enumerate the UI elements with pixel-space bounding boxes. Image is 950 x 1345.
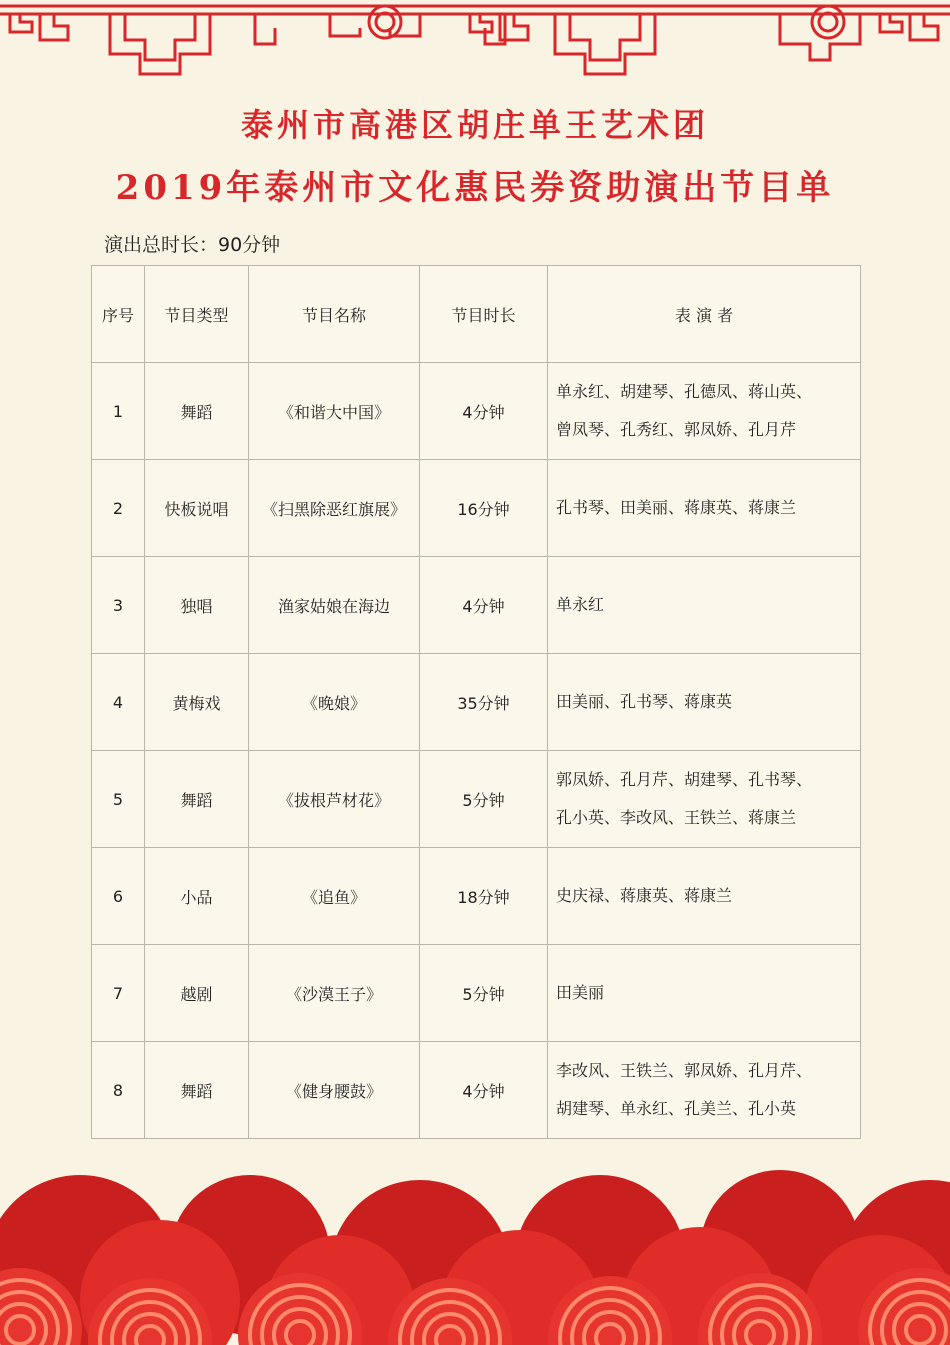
title-line-1: 泰州市高港区胡庄单王艺术团 bbox=[240, 106, 709, 144]
row-type: 独唱 bbox=[145, 557, 249, 654]
table-header-row bbox=[92, 266, 861, 363]
total-duration: 演出总时长：90分钟 bbox=[104, 234, 281, 256]
row-name: 《沙漠王子》 bbox=[249, 945, 420, 1042]
row-performers bbox=[548, 460, 861, 557]
header-name: 节目名称 bbox=[249, 266, 420, 363]
row-performers bbox=[548, 945, 861, 1042]
row-type: 越剧 bbox=[145, 945, 249, 1042]
row-name: 《拔根芦材花》 bbox=[249, 751, 420, 848]
row-duration: 35分钟 bbox=[420, 654, 548, 751]
performers-line: 田美丽 bbox=[556, 983, 605, 1002]
row-type: 舞蹈 bbox=[145, 363, 249, 460]
table-row bbox=[92, 1042, 861, 1139]
row-duration: 4分钟 bbox=[420, 1042, 548, 1139]
row-no: 5 bbox=[92, 751, 145, 848]
performers-line: 李改风、王铁兰、郭凤娇、孔月芹、 bbox=[556, 1061, 813, 1080]
program-table bbox=[91, 265, 861, 1139]
header-no: 序号 bbox=[92, 266, 145, 363]
row-name: 《和谐大中国》 bbox=[249, 363, 420, 460]
header-duration: 节目时长 bbox=[420, 266, 548, 363]
row-duration: 4分钟 bbox=[420, 363, 548, 460]
table-row bbox=[92, 848, 861, 945]
table-row bbox=[92, 751, 861, 848]
row-no: 3 bbox=[92, 557, 145, 654]
row-duration: 18分钟 bbox=[420, 848, 548, 945]
row-name: 渔家姑娘在海边 bbox=[249, 557, 420, 654]
row-performers bbox=[548, 1042, 861, 1139]
title-line-2: 2019年泰州市文化惠民券资助演出节目单 bbox=[115, 168, 835, 208]
auspicious-clouds-bottom bbox=[0, 1160, 950, 1345]
lattice-border-top bbox=[0, 0, 950, 95]
row-no: 7 bbox=[92, 945, 145, 1042]
row-type: 小品 bbox=[145, 848, 249, 945]
table-row bbox=[92, 557, 861, 654]
row-no: 1 bbox=[92, 363, 145, 460]
row-no: 4 bbox=[92, 654, 145, 751]
row-performers bbox=[548, 363, 861, 460]
row-type: 快板说唱 bbox=[145, 460, 249, 557]
row-duration: 5分钟 bbox=[420, 945, 548, 1042]
performers-line: 单永红 bbox=[556, 595, 605, 614]
row-performers bbox=[548, 751, 861, 848]
table-row bbox=[92, 460, 861, 557]
performers-line: 单永红、胡建琴、孔德凤、蒋山英、 bbox=[556, 382, 813, 401]
row-no: 2 bbox=[92, 460, 145, 557]
row-duration: 4分钟 bbox=[420, 557, 548, 654]
row-no: 6 bbox=[92, 848, 145, 945]
row-name: 《健身腰鼓》 bbox=[249, 1042, 420, 1139]
performers-line: 孔书琴、田美丽、蒋康英、蒋康兰 bbox=[556, 498, 797, 517]
row-no: 8 bbox=[92, 1042, 145, 1139]
row-performers bbox=[548, 848, 861, 945]
row-duration: 16分钟 bbox=[420, 460, 548, 557]
row-type: 黄梅戏 bbox=[145, 654, 249, 751]
header-performers: 表 演 者 bbox=[548, 266, 861, 363]
row-name: 《追鱼》 bbox=[249, 848, 420, 945]
performers-line: 史庆禄、蒋康英、蒋康兰 bbox=[556, 886, 733, 905]
performers-line: 胡建琴、单永红、孔美兰、孔小英 bbox=[556, 1099, 797, 1118]
performers-line: 郭凤娇、孔月芹、胡建琴、孔书琴、 bbox=[556, 770, 813, 789]
row-performers bbox=[548, 654, 861, 751]
performers-line: 曾凤琴、孔秀红、郭凤娇、孔月芹 bbox=[556, 420, 797, 439]
row-duration: 5分钟 bbox=[420, 751, 548, 848]
row-name: 《扫黑除恶红旗展》 bbox=[249, 460, 420, 557]
row-name: 《晚娘》 bbox=[249, 654, 420, 751]
performers-line: 孔小英、李改风、王铁兰、蒋康兰 bbox=[556, 808, 797, 827]
row-type: 舞蹈 bbox=[145, 751, 249, 848]
table-row bbox=[92, 654, 861, 751]
row-type: 舞蹈 bbox=[145, 1042, 249, 1139]
header-type: 节目类型 bbox=[145, 266, 249, 363]
performers-line: 田美丽、孔书琴、蒋康英 bbox=[556, 692, 733, 711]
table-row bbox=[92, 945, 861, 1042]
row-performers bbox=[548, 557, 861, 654]
table-row bbox=[92, 363, 861, 460]
